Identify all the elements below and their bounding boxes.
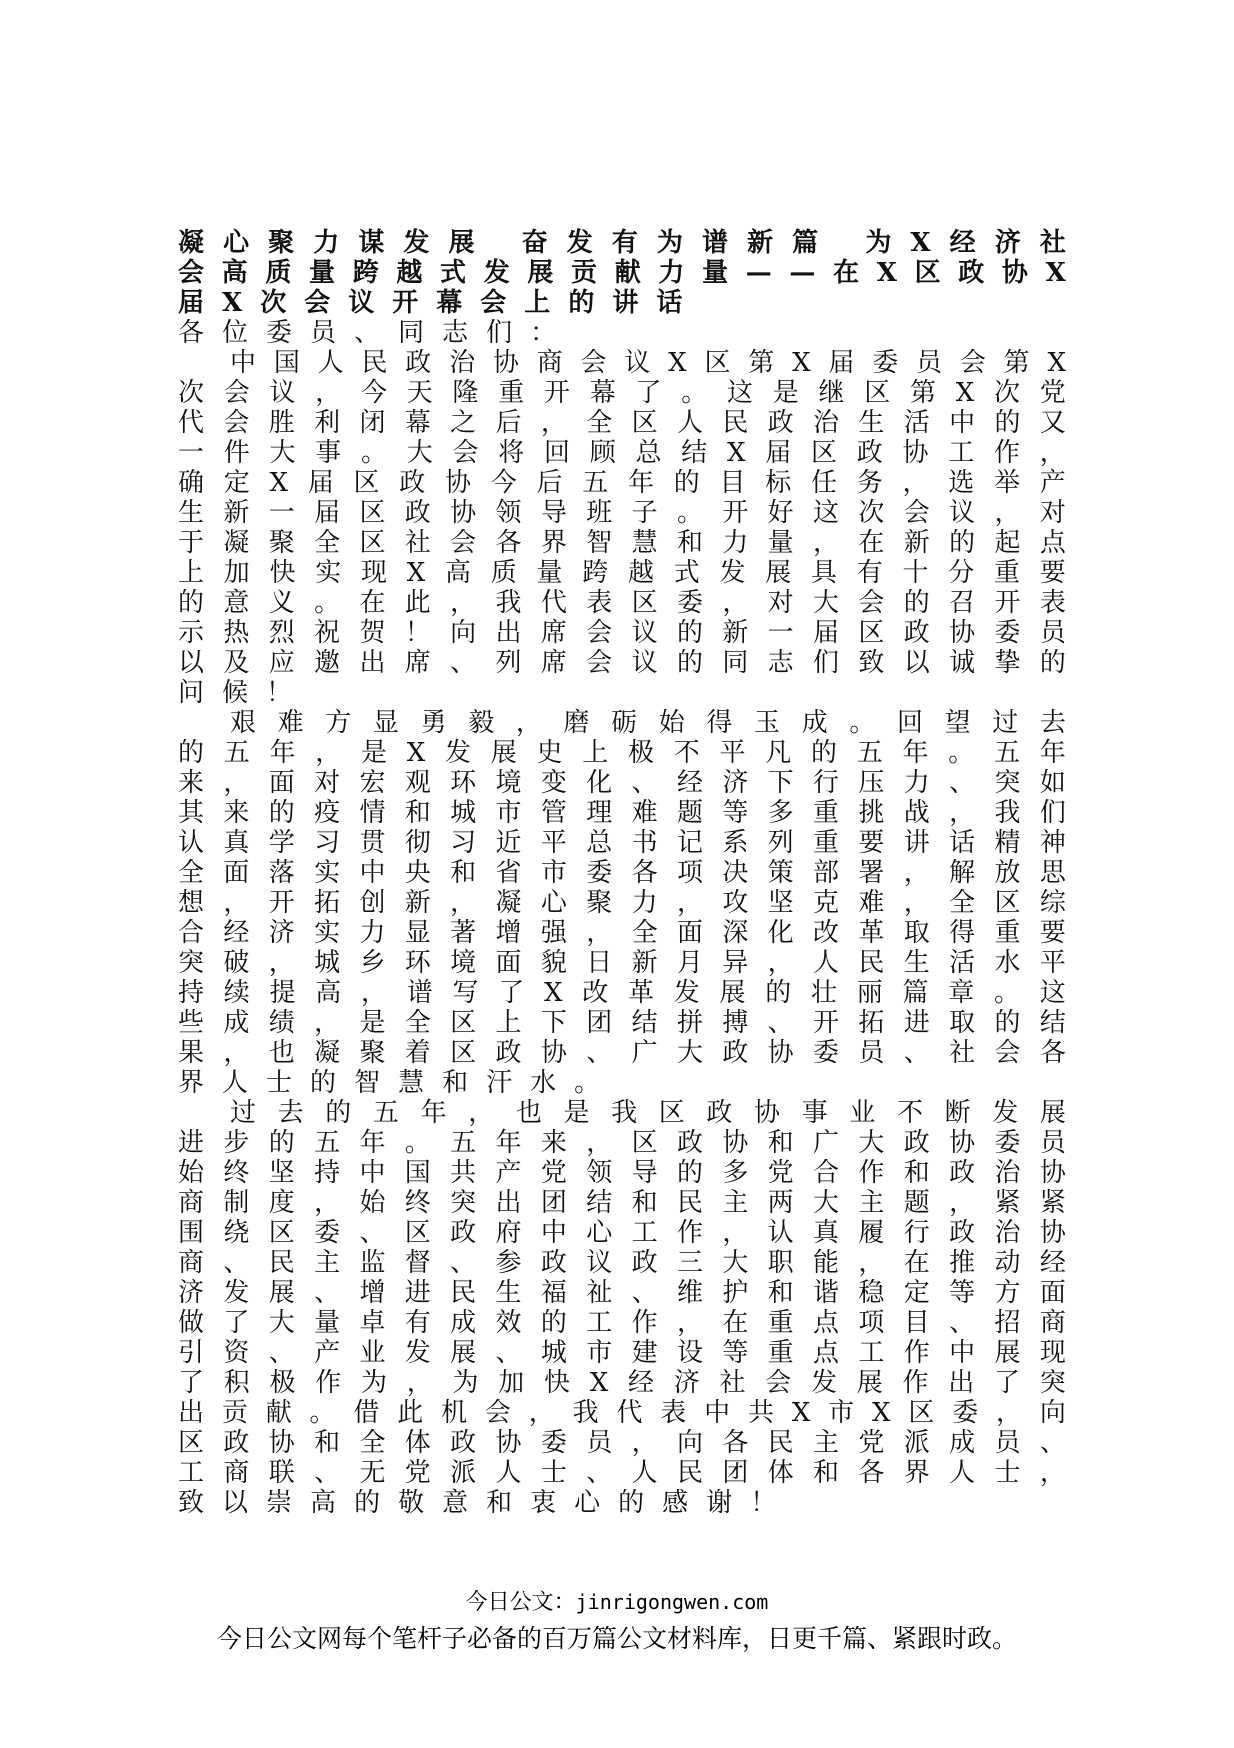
footer-brand-url[interactable]: jinrigongwen.com xyxy=(575,1590,769,1614)
body-line: 代 会 胜 利 闭 幕 之 后 ， 全 区 人 民 政 治 生 活 中 的 又 xyxy=(178,408,1066,438)
body-line: 突 破 ， 城 乡 环 境 面 貌 日 新 月 异 ， 人 民 生 活 水 平 xyxy=(178,948,1066,978)
body-line: 进 步 的 五 年 。 五 年 来 ， 区 政 协 和 广 大 政 协 委 员 xyxy=(178,1128,1066,1158)
title-line: 届 X 次 会 议 开 幕 会 上 的 讲 话 xyxy=(178,288,683,318)
body-line: 确 定 X 届 区 政 协 今 后 五 年 的 目 标 任 务 ， 选 举 产 xyxy=(178,468,1066,498)
body-line: 出 贡 献 。 借 此 机 会 ， 我 代 表 中 共 X 市 X 区 委 ， 向 xyxy=(178,1398,1066,1428)
title-line: 会 高 质 量 跨 越 式 发 展 贡 献 力 量 — — 在 X 区 政 协 X xyxy=(178,258,1066,288)
body-line: 引 资 、 产 业 发 展 、 城 市 建 设 等 重 点 工 作 中 展 现 xyxy=(178,1338,1066,1368)
body-line: 来 ， 面 对 宏 观 环 境 变 化 、 经 济 下 行 压 力 、 突 如 xyxy=(178,768,1066,798)
body-line: 区 政 协 和 全 体 政 协 委 员 ， 向 各 民 主 党 派 成 员 、 xyxy=(178,1428,1066,1458)
body-line: 其 来 的 疫 情 和 城 市 管 理 难 题 等 多 重 挑 战 ， 我 们 xyxy=(178,798,1066,828)
body-line: 次 会 议 ， 今 天 隆 重 开 幕 了 。 这 是 继 区 第 X 次 党 xyxy=(178,378,1066,408)
body-line: 的 意 义 。 在 此 ， 我 代 表 区 委 ， 对 大 会 的 召 开 表 xyxy=(178,588,1066,618)
body-line: 合 经 济 实 力 显 著 增 强 ， 全 面 深 化 改 革 取 得 重 要 xyxy=(178,918,1066,948)
body-line: 认 真 学 习 贯 彻 习 近 平 总 书 记 系 列 重 要 讲 话 精 神 xyxy=(178,828,1066,858)
body-line: 工 商 联 、 无 党 派 人 士 、 人 民 团 体 和 各 界 人 士 ， xyxy=(178,1458,1066,1488)
body-line: 问 候 ！ xyxy=(178,678,293,708)
body-line: 上 加 快 实 现 X 高 质 量 跨 越 式 发 展 具 有 十 分 重 要 xyxy=(178,558,1066,588)
body-line: 过 去 的 五 年 ， 也 是 我 区 政 协 事 业 不 断 发 展 xyxy=(230,1098,1066,1128)
body-line: 济 发 展 、 增 进 民 生 福 祉 、 维 护 和 谐 稳 定 等 方 面 xyxy=(178,1278,1066,1308)
body-line: 些 成 绩 ， 是 全 区 上 下 团 结 拼 搏 、 开 拓 进 取 的 结 xyxy=(178,1008,1066,1038)
body-line: 界 人 士 的 智 慧 和 汗 水 。 xyxy=(178,1068,601,1098)
body-line: 商 、 民 主 监 督 、 参 政 议 政 三 大 职 能 ， 在 推 动 经 xyxy=(178,1248,1066,1278)
body-line: 示 热 烈 祝 贺 ！ 向 出 席 会 议 的 新 一 届 区 政 协 委 员 xyxy=(178,618,1066,648)
body-line: 一 件 大 事 。 大 会 将 回 顾 总 结 X 届 区 政 协 工 作 ， xyxy=(178,438,1066,468)
document-body xyxy=(178,348,1066,1518)
body-line: 艰 难 方 显 勇 毅 ， 磨 砺 始 得 玉 成 。 回 望 过 去 xyxy=(230,708,1066,738)
body-line: 生 新 一 届 区 政 协 领 导 班 子 。 开 好 这 次 会 议 ， 对 xyxy=(178,498,1066,528)
document-title xyxy=(178,228,1066,318)
title-line: 凝 心 聚 力 谋 发 展 奋 发 有 为 谱 新 篇 为 X 经 济 社 xyxy=(178,228,1066,258)
body-line: 全 面 落 实 中 央 和 省 市 委 各 项 决 策 部 署 ， 解 放 思 xyxy=(178,858,1066,888)
body-line: 于 凝 聚 全 区 社 会 各 界 智 慧 和 力 量 ， 在 新 的 起 点 xyxy=(178,528,1066,558)
salutation: 各 位 委 员 、 同 志 们 ： xyxy=(178,318,557,348)
body-line: 以 及 应 邀 出 席 、 列 席 会 议 的 同 志 们 致 以 诚 挚 的 xyxy=(178,648,1066,678)
body-line: 致 以 崇 高 的 敬 意 和 衷 心 的 感 谢 ！ xyxy=(178,1488,777,1518)
footer-brand xyxy=(0,1587,1234,1618)
body-line: 商 制 度 ， 始 终 突 出 团 结 和 民 主 两 大 主 题 ， 紧 紧 xyxy=(178,1188,1066,1218)
footer-slogan: 今日公文网每个笔杆子必备的百万篇公文材料库，日更千篇、紧跟时政。 xyxy=(216,1624,1017,1653)
body-line: 想 ， 开 拓 创 新 ， 凝 心 聚 力 ， 攻 坚 克 难 ， 全 区 综 xyxy=(178,888,1066,918)
footer-brand-label: 今日公文： xyxy=(465,1590,576,1615)
body-line: 做 了 大 量 卓 有 成 效 的 工 作 ， 在 重 点 项 目 、 招 商 xyxy=(178,1308,1066,1338)
body-line: 持 续 提 高 ， 谱 写 了 X 改 革 发 展 的 壮 丽 篇 章 。 这 xyxy=(178,978,1066,1008)
body-line: 始 终 坚 持 中 国 共 产 党 领 导 的 多 党 合 作 和 政 治 协 xyxy=(178,1158,1066,1188)
document-page xyxy=(178,228,1066,1518)
body-line: 果 ， 也 凝 聚 着 区 政 协 、 广 大 政 协 委 员 、 社 会 各 xyxy=(178,1038,1066,1068)
body-line: 了 积 极 作 为 ， 为 加 快 X 经 济 社 会 发 展 作 出 了 突 xyxy=(178,1368,1066,1398)
body-line: 围 绕 区 委 、 区 政 府 中 心 工 作 ， 认 真 履 行 政 治 协 xyxy=(178,1218,1066,1248)
body-line: 中 国 人 民 政 治 协 商 会 议 X 区 第 X 届 委 员 会 第 X xyxy=(230,348,1066,378)
body-line: 的 五 年 ， 是 X 发 展 史 上 极 不 平 凡 的 五 年 。 五 年 xyxy=(178,738,1066,768)
